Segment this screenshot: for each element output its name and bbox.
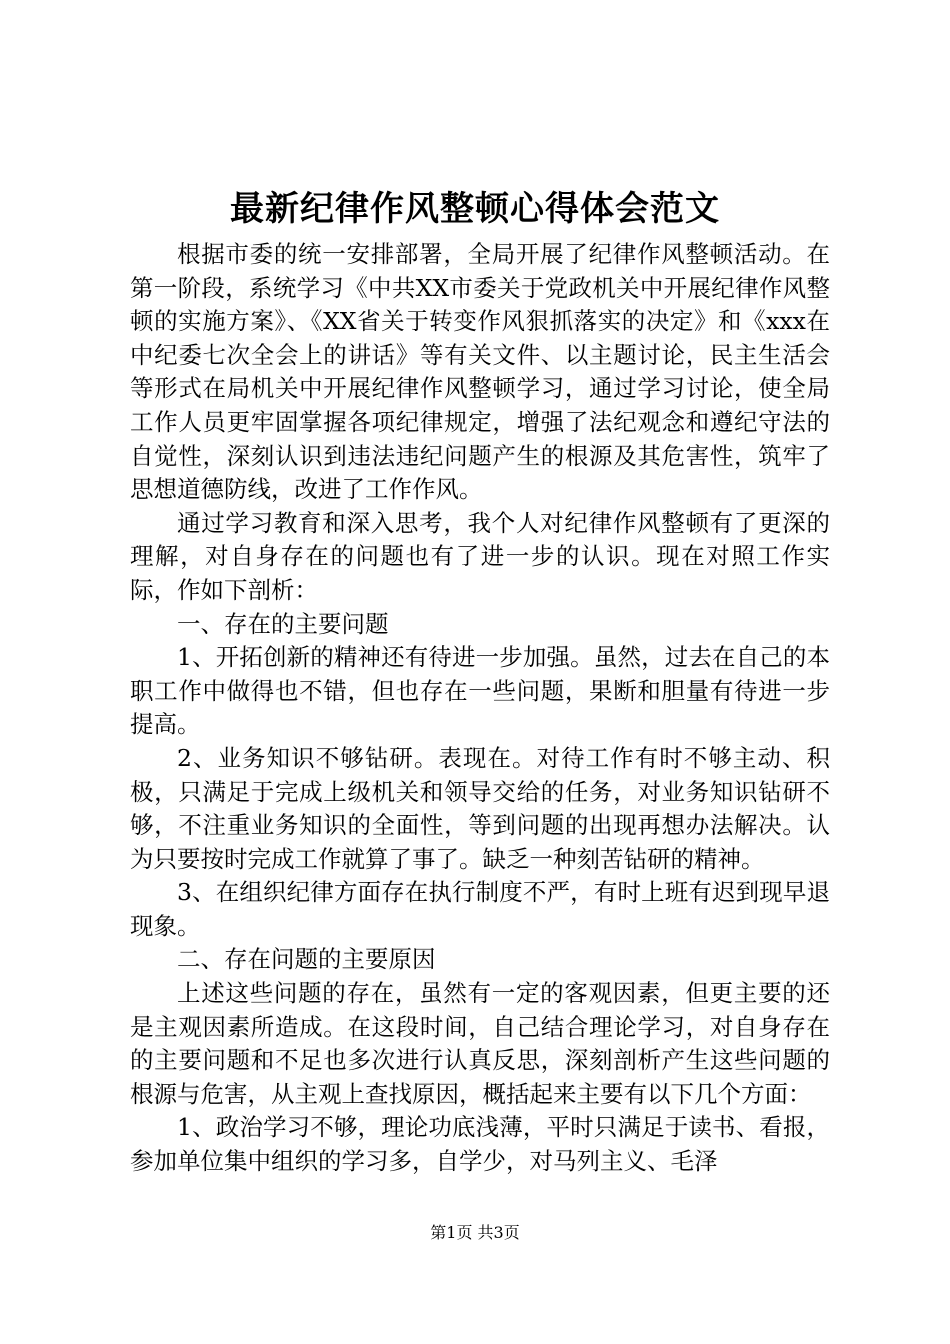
paragraph-reflection: 通过学习教育和深入思考，我个人对纪律作风整顿有了更深的理解，对自身存在的问题也有了进一步的认识。现在对照工作实际，作如下剖析：: [130, 508, 830, 604]
paragraph-intro: 根据市委的统一安排部署，全局开展了纪律作风整顿活动。在第一阶段，系统学习《中共XX市委关于党政机关中开展纪律作风整顿的实施方案》、《XX省关于转变作风狠抓落实的决定》和《xxx在中纪委七次全会上的讲话》等有关文件、以主题讨论，民主生活会等形式在局机关中开展纪律作风整顿学习，通过学习讨论，使全局工作人员更牢固掌握各项纪律规定，增强了法纪观念和遵纪守法的自觉性，深刻认识到违法违纪问题产生的根源及其危害性，筑牢了思想道德防线，改进了工作作风。: [130, 240, 830, 504]
section-heading-problems: 一、存在的主要问题: [177, 609, 389, 638]
paragraph-problem-1: 1、开拓创新的精神还有待进一步加强。虽然，过去在自己的本职工作中做得也不错，但也存在一些问题，果断和胆量有待进一步提高。: [130, 643, 830, 739]
document-title: 最新纪律作风整顿心得体会范文: [230, 189, 720, 229]
section-heading-causes: 二、存在问题的主要原因: [177, 945, 436, 974]
document-body: [130, 238, 830, 1179]
paragraph-problem-3: 3、在组织纪律方面存在执行制度不严，有时上班有迟到现早退现象。: [130, 878, 830, 940]
page-footer: 第1页 共3页: [430, 1223, 520, 1242]
paragraph-causes-intro: 上述这些问题的存在，虽然有一定的客观因素，但更主要的还是主观因素所造成。在这段时间，自己结合理论学习，对自身存在的主要问题和不足也多次进行认真反思，深刻剖析产生这些问题的根源与危害，从主观上查找原因，概括起来主要有以下几个方面：: [130, 979, 830, 1108]
paragraph-problem-2: 2、业务知识不够钻研。表现在。对待工作有时不够主动、积极，只满足于完成上级机关和领导交给的任务，对业务知识钻研不够，不注重业务知识的全面性，等到问题的出现再想办法解决。认为只要按时完成工作就算了事了。缺乏一种刻苦钻研的精神。: [130, 743, 830, 873]
paragraph-cause-1: 1、政治学习不够，理论功底浅薄，平时只满足于读书、看报，参加单位集中组织的学习多，自学少，对马列主义、毛泽: [130, 1113, 830, 1176]
